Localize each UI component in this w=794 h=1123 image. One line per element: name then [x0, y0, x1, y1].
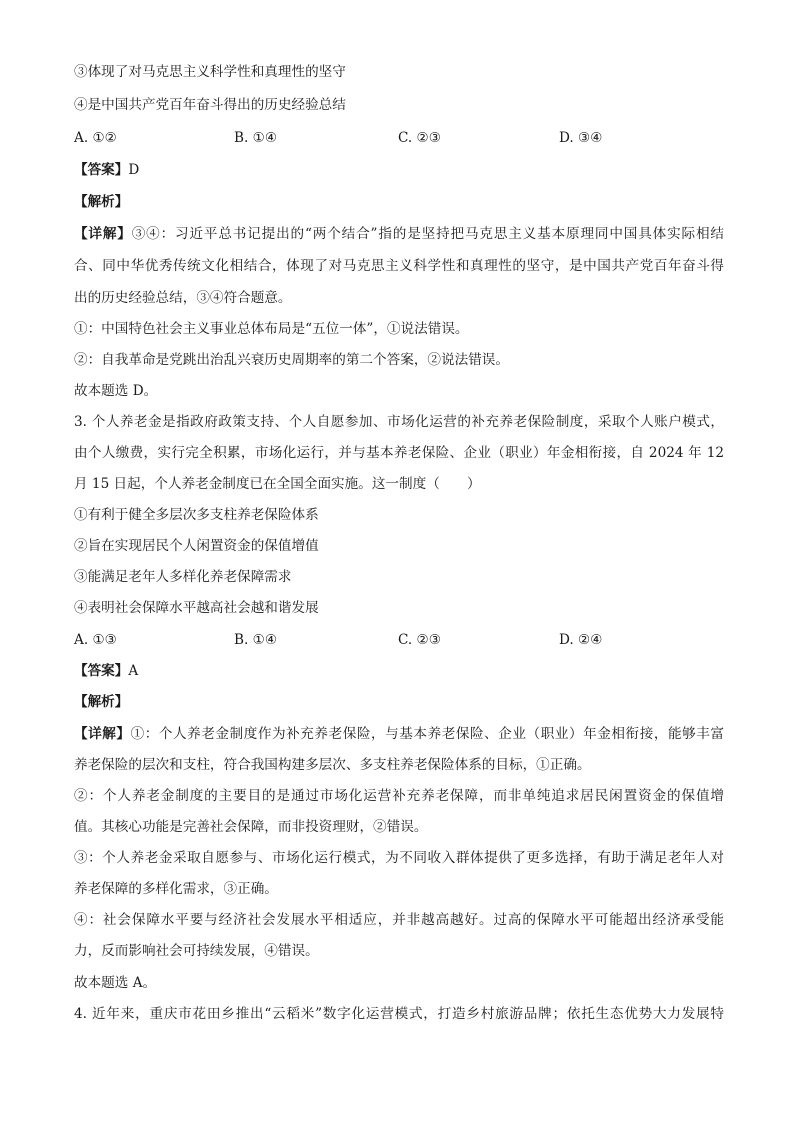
- q3-detail-line-3: ②：个人养老金制度的主要目的是通过市场化运营补充养老保障，而非单纯追求居民闲置资金的保值增: [74, 788, 724, 804]
- q2-detail-line-3: 出的历史经验总结，③④符合题意。: [74, 290, 292, 306]
- q3-option-c: C. ②③: [398, 632, 441, 648]
- q3-detail-line-8: 力，反而影响社会可持续发展，④错误。: [74, 943, 319, 959]
- q2-options: [74, 128, 724, 148]
- q3-option-a: A. ①③: [74, 632, 117, 648]
- q2-conclusion: 故本题选 D。: [74, 383, 158, 399]
- q3-detail-line-4: 值。其核心功能是完善社会保障，而非投资理财，②错误。: [74, 819, 428, 835]
- q2-option-b: B. ①④: [234, 130, 278, 146]
- q3-detail-line-2: 养老保险的层次和支柱，符合我国构建多层次、多支柱养老保险体系的目标，①正确。: [74, 757, 591, 773]
- detail-label: 【详解】: [74, 726, 131, 742]
- q3-statement-4: ④表明社会保障水平越高社会越和谐发展: [74, 600, 319, 616]
- q3-detail-line-5: ③：个人养老金采取自愿参与、市场化运行模式，为不同收入群体提供了更多选择，有助于满足老年人对: [74, 850, 724, 866]
- q2-option-a: A. ①②: [74, 130, 117, 146]
- q2-statement-3: ③体现了对马克思主义科学性和真理性的坚守: [74, 64, 346, 80]
- q3-option-d: D. ②④: [559, 632, 603, 648]
- q3-answer: [74, 661, 138, 681]
- q3-stem-line-3: 月 15 日起，个人养老金制度已在全国全面实施。这一制度（ ）: [74, 476, 481, 492]
- answer-label: 【答案】: [74, 663, 129, 679]
- q2-option-c: C. ②③: [398, 130, 441, 146]
- detail-label: 【详解】: [74, 226, 132, 242]
- q3-detail-line-1: 【详解】①：个人养老金制度作为补充养老保险，与基本养老保险、企业（职业）年金相衔接，能够丰富: [74, 726, 725, 742]
- q2-answer: [74, 160, 139, 180]
- q3-analysis-heading: 【解析】: [74, 694, 129, 710]
- q2-statement-4: ④是中国共产党百年奋斗得出的历史经验总结: [74, 97, 346, 113]
- q3-statement-1: ①有利于健全多层次多支柱养老保险体系: [74, 507, 319, 523]
- q2-detail-line-1: 【详解】③④：习近平总书记提出的“两个结合”指的是坚持把马克思主义基本原理同中国具体实际相结: [74, 226, 724, 242]
- q2-detail-line-5: ②：自我革命是党跳出治乱兴衰历史周期率的第二个答案，②说法错误。: [74, 352, 509, 368]
- q2-analysis-heading: 【解析】: [74, 194, 129, 210]
- answer-value: D: [128, 162, 140, 178]
- q2-detail-line-4: ①：中国特色社会主义事业总体布局是“五位一体”，①说法错误。: [74, 321, 469, 337]
- q3-conclusion: 故本题选 A。: [74, 975, 157, 991]
- q3-detail-line-7: ④：社会保障水平要与经济社会发展水平相适应，并非越高越好。过高的保障水平可能超出经济承受能: [74, 912, 724, 928]
- q3-statement-2: ②旨在实现居民个人闲置资金的保值增值: [74, 538, 319, 554]
- answer-label: 【答案】: [74, 162, 129, 178]
- q3-detail-line-6: 养老保障的多样化需求，③正确。: [74, 881, 278, 897]
- q2-detail-line-2: 合、同中华优秀传统文化相结合，体现了对马克思主义科学性和真理性的坚守，是中国共产党百年奋斗得: [74, 258, 724, 274]
- q3-statement-3: ③能满足老年人多样化养老保障需求: [74, 569, 292, 585]
- answer-value: A: [128, 663, 139, 679]
- q3-stem-line-2: 由个人缴费，实行完全积累，市场化运行，并与基本养老保险、企业（职业）年金相衔接，自 2024 年 12: [74, 445, 724, 461]
- q3-options: [74, 630, 724, 650]
- q3-option-b: B. ①④: [234, 632, 278, 648]
- q2-option-d: D. ③④: [559, 130, 603, 146]
- q3-stem-line-1: 3. 个人养老金是指政府政策支持、个人自愿参加、市场化运营的补充养老保险制度，采取个人账户模式，: [74, 414, 724, 430]
- q4-stem-line-1: 4. 近年来，重庆市花田乡推出“云稻米”数字化运营模式，打造乡村旅游品牌；依托生态优势大力发展特: [74, 1006, 724, 1022]
